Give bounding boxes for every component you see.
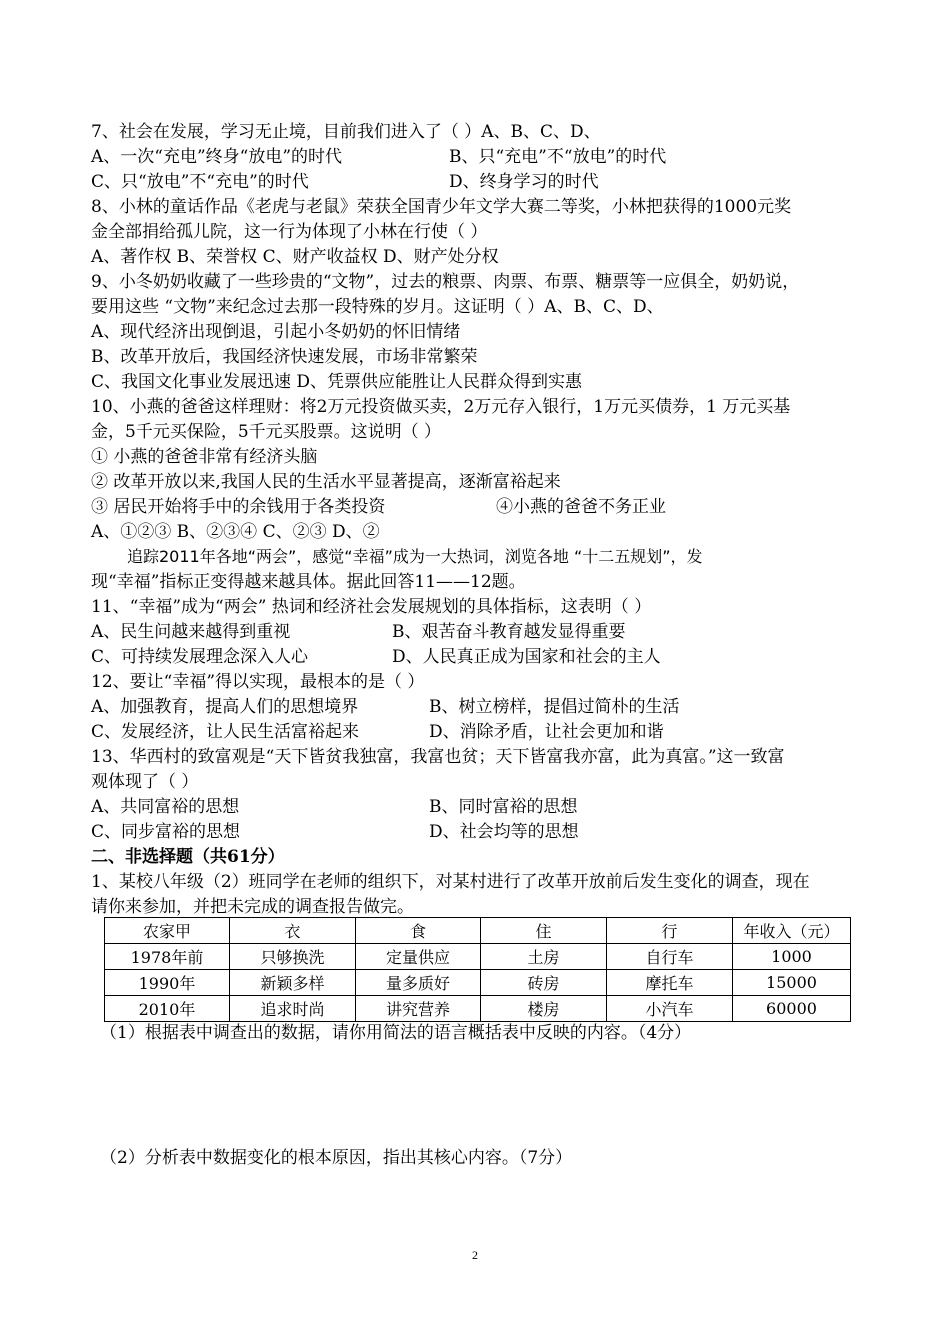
q10-stem-line1: 10、小燕的爸爸这样理财：将2万元投资做买卖，2万元存入银行，1万元买债券，1 万元买基 bbox=[91, 397, 791, 417]
q11-option-a: A、民生问越来越得到重视 bbox=[91, 622, 291, 642]
material-line2: 现“幸福”指标正变得越来越具体。据此回答11——12题。 bbox=[91, 572, 526, 592]
s1-stem-line1: 1、某校八年级（2）班同学在老师的组织下，对某村进行了改革开放前后发生变化的调查，现在 bbox=[91, 872, 810, 892]
q7-option-d: D、终身学习的时代 bbox=[449, 172, 599, 192]
table-cell: 量多质好 bbox=[356, 970, 481, 996]
q9-option-cd: C、我国文化事业发展迅速 D、凭票供应能胜让人民群众得到实惠 bbox=[91, 372, 583, 392]
q12-stem: 12、要让“幸福”得以实现，最根本的是（ ） bbox=[91, 672, 425, 692]
q13-option-b: B、同时富裕的思想 bbox=[429, 797, 578, 817]
q8-stem-line2: 金全部捐给孤儿院，这一行为体现了小林在行使（ ） bbox=[91, 222, 488, 242]
table-header-cell: 衣 bbox=[230, 918, 356, 944]
q11-option-c: C、可持续发展理念深入人心 bbox=[91, 647, 309, 667]
table-cell: 讲究营养 bbox=[356, 996, 481, 1022]
q13-stem-line2: 观体现了（ ） bbox=[91, 772, 199, 792]
q12-option-c: C、发展经济，让人民生活富裕起来 bbox=[91, 722, 360, 742]
q10-statement-3: ③ 居民开始将手中的余钱用于各类投资 bbox=[91, 497, 386, 517]
section-title: 二、非选择题（共61分） bbox=[91, 847, 285, 867]
table-cell: 1000 bbox=[733, 944, 851, 970]
q7-option-a: A、一次“充电”终身“放电”的时代 bbox=[91, 147, 343, 167]
table-cell: 自行车 bbox=[607, 944, 733, 970]
q8-options: A、著作权 B、荣誉权 C、财产收益权 D、财产处分权 bbox=[91, 247, 499, 267]
s1-sub-question-2: （2）分析表中数据变化的根本原因，指出其核心内容。（7分） bbox=[100, 1148, 573, 1168]
q13-option-a: A、共同富裕的思想 bbox=[91, 797, 240, 817]
q10-stem-line2: 金，5千元买保险，5千元买股票。这说明（ ） bbox=[91, 422, 442, 442]
material-line1: 追踪2011年各地“两会”，感觉“幸福”成为一大热词，浏览各地 “十二五规划”，发 bbox=[127, 547, 703, 566]
q9-option-a: A、现代经济出现倒退，引起小冬奶奶的怀旧情绪 bbox=[91, 322, 461, 342]
q7-option-c: C、只“放电”不“充电”的时代 bbox=[91, 172, 309, 192]
q7-stem: 7、社会在发展，学习无止境，目前我们进入了（ ）A、B、C、D、 bbox=[91, 122, 601, 142]
q10-statement-1: ① 小燕的爸爸非常有经济头脑 bbox=[91, 447, 318, 467]
q13-option-d: D、社会均等的思想 bbox=[429, 822, 579, 842]
table-row bbox=[105, 996, 851, 1022]
q10-statement-4: ④小燕的爸爸不务正业 bbox=[496, 497, 666, 517]
q9-option-b: B、改革开放后，我国经济快速发展，市场非常繁荣 bbox=[91, 347, 478, 367]
table-cell: 砖房 bbox=[481, 970, 607, 996]
table-header-cell: 农家甲 bbox=[105, 918, 230, 944]
table-header-cell: 住 bbox=[481, 918, 607, 944]
s1-stem-line2: 请你来参加，并把未完成的调查报告做完。 bbox=[91, 897, 414, 917]
q11-option-b: B、艰苦奋斗教育越发显得重要 bbox=[392, 622, 626, 642]
table-cell: 1990年 bbox=[105, 970, 230, 996]
q12-option-a: A、加强教育，提高人们的思想境界 bbox=[91, 697, 359, 717]
table-header-cell: 年收入（元） bbox=[733, 918, 851, 944]
table-header-row bbox=[105, 918, 851, 944]
table-cell: 定量供应 bbox=[356, 944, 481, 970]
table-cell: 2010年 bbox=[105, 996, 230, 1022]
table-cell: 1978年前 bbox=[105, 944, 230, 970]
q8-stem-line1: 8、小林的童话作品《老虎与老鼠》荣获全国青少年文学大赛二等奖，小林把获得的1000元奖 bbox=[91, 197, 792, 217]
q7-option-b: B、只“充电”不“放电”的时代 bbox=[449, 147, 667, 167]
q9-stem-line1: 9、小冬奶奶收藏了一些珍贵的“文物”，过去的粮票、肉票、布票、糖票等一应俱全，奶奶说， bbox=[91, 272, 800, 292]
q12-option-b: B、树立榜样，提倡过简朴的生活 bbox=[429, 697, 680, 717]
table-row bbox=[105, 944, 851, 970]
table-cell: 小汽车 bbox=[607, 996, 733, 1022]
table-header-cell: 行 bbox=[607, 918, 733, 944]
table-cell: 15000 bbox=[733, 970, 851, 996]
q12-option-d: D、消除矛盾，让社会更加和谐 bbox=[429, 722, 664, 742]
q11-option-d: D、人民真正成为国家和社会的主人 bbox=[392, 647, 661, 667]
table-cell: 摩托车 bbox=[607, 970, 733, 996]
table-cell: 只够换洗 bbox=[230, 944, 356, 970]
table-cell: 60000 bbox=[733, 996, 851, 1022]
q13-stem-line1: 13、华西村的致富观是“天下皆贫我独富，我富也贫；天下皆富我亦富，此为真富。”这一致富 bbox=[91, 747, 785, 767]
table-row bbox=[105, 970, 851, 996]
page-number: 2 bbox=[472, 1248, 478, 1262]
survey-table bbox=[104, 917, 851, 1022]
table-cell: 新颖多样 bbox=[230, 970, 356, 996]
q10-options: A、①②③ B、②③④ C、②③ D、② bbox=[91, 522, 380, 542]
table-header-cell: 食 bbox=[356, 918, 481, 944]
table-cell: 土房 bbox=[481, 944, 607, 970]
q11-stem: 11、“幸福”成为“两会” 热词和经济社会发展规划的具体指标，这表明（ ） bbox=[91, 597, 652, 617]
table-cell: 楼房 bbox=[481, 996, 607, 1022]
q13-option-c: C、同步富裕的思想 bbox=[91, 822, 241, 842]
q10-statement-2: ② 改革开放以来,我国人民的生活水平显著提高，逐渐富裕起来 bbox=[91, 472, 561, 492]
q9-stem-line2: 要用这些 “文物”来纪念过去那一段特殊的岁月。这证明（ ）A、B、C、D、 bbox=[91, 297, 664, 317]
s1-sub-question-1: （1）根据表中调查出的数据，请你用简法的语言概括表中反映的内容。（4分） bbox=[100, 1023, 692, 1043]
table-cell: 追求时尚 bbox=[230, 996, 356, 1022]
